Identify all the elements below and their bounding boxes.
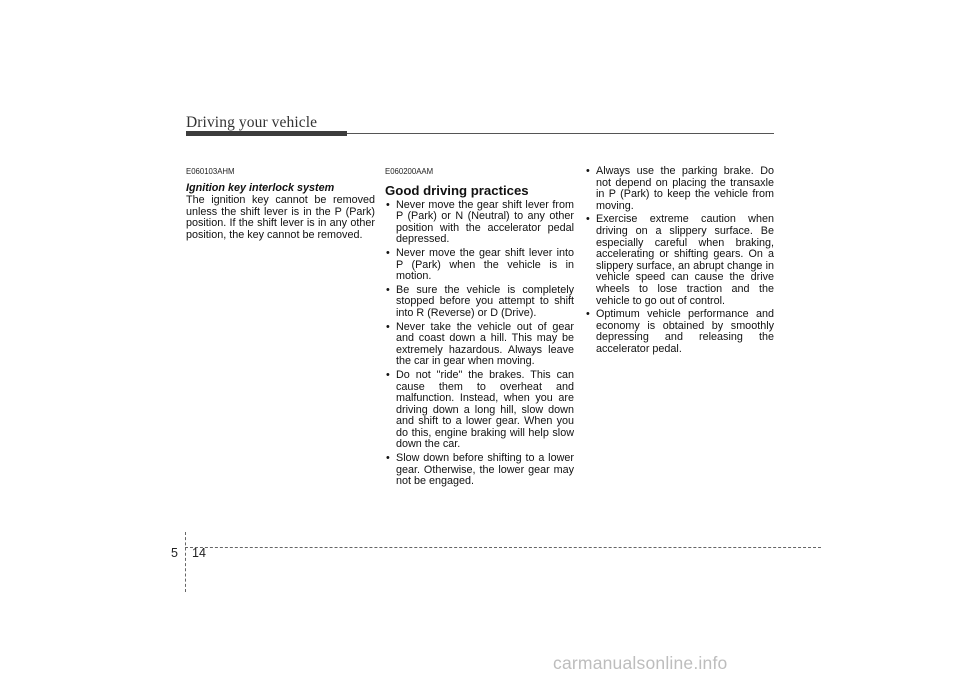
bullet-icon: •	[586, 165, 590, 177]
section-code: E060200AAM	[385, 167, 434, 176]
footer-divider	[185, 532, 186, 592]
bullet-icon: •	[386, 368, 390, 381]
list-item: • Do not "ride" the brakes. This can cause them to overheat and malfunction. Instead, when you are driving down a long hill, slow down and shift to a lower gear. When you do this, engine braking will help slow down the car.	[386, 368, 574, 451]
bullet-list	[585, 166, 774, 356]
bullet-icon: •	[386, 283, 390, 296]
footer-rule	[185, 547, 821, 548]
bullet-icon: •	[386, 198, 390, 211]
list-item: • Never move the gear shift lever into P (Park) when the vehicle is in motion.	[386, 246, 574, 283]
bullet-icon: •	[586, 213, 590, 226]
section-heading: Good driving practices	[385, 182, 529, 198]
header-thin-rule	[347, 133, 774, 134]
watermark-text: carmanualsonline.info	[553, 653, 728, 673]
list-item: • Exercise extreme caution when driving on a slippery surface. Be especially careful when braking, accelerating or shifting gears. On a slippery surface, an abrupt change in vehicle speed can cause the drive wheels to lose traction and the vehicle to go out of control.	[586, 213, 774, 307]
paragraph: The ignition key cannot be removed unless the shift lever is in the P (Park) position. If the shift lever is in any other position, the key cannot be removed.	[186, 194, 375, 241]
header-thick-rule	[186, 131, 347, 136]
list-item: • Slow down before shifting to a lower gear. Otherwise, the lower gear may not be engaged.	[386, 452, 574, 488]
list-item: • Always use the parking brake. Do not depend on placing the transaxle in P (Park) to keep the vehicle from moving.	[586, 165, 774, 212]
list-item: • Never move the gear shift lever from P (Park) or N (Neutral) to any other position with the accelerator pedal depressed.	[386, 198, 574, 246]
list-item: • Be sure the vehicle is completely stopped before you attempt to shift into R (Reverse) or D (Drive).	[386, 283, 574, 319]
bullet-icon: •	[386, 320, 390, 333]
bullet-list	[385, 200, 574, 488]
bullet-icon: •	[586, 308, 590, 321]
middle-column	[385, 166, 574, 490]
bullet-icon: •	[386, 246, 390, 259]
left-column	[186, 166, 375, 242]
bullet-icon: •	[386, 452, 390, 465]
page-header-title: Driving your vehicle	[186, 114, 318, 131]
subheading: Ignition key interlock system	[186, 181, 335, 194]
page-number: 14	[192, 546, 206, 560]
section-code: E060103AHM	[186, 167, 235, 176]
list-item: • Never take the vehicle out of gear and coast down a hill. This may be extremely hazardous. Always leave the car in gear when moving.	[386, 320, 574, 368]
section-number: 5	[171, 546, 178, 560]
list-item: • Optimum vehicle performance and economy is obtained by smoothly depressing and releasing the accelerator pedal.	[586, 308, 774, 355]
right-column	[585, 166, 774, 358]
